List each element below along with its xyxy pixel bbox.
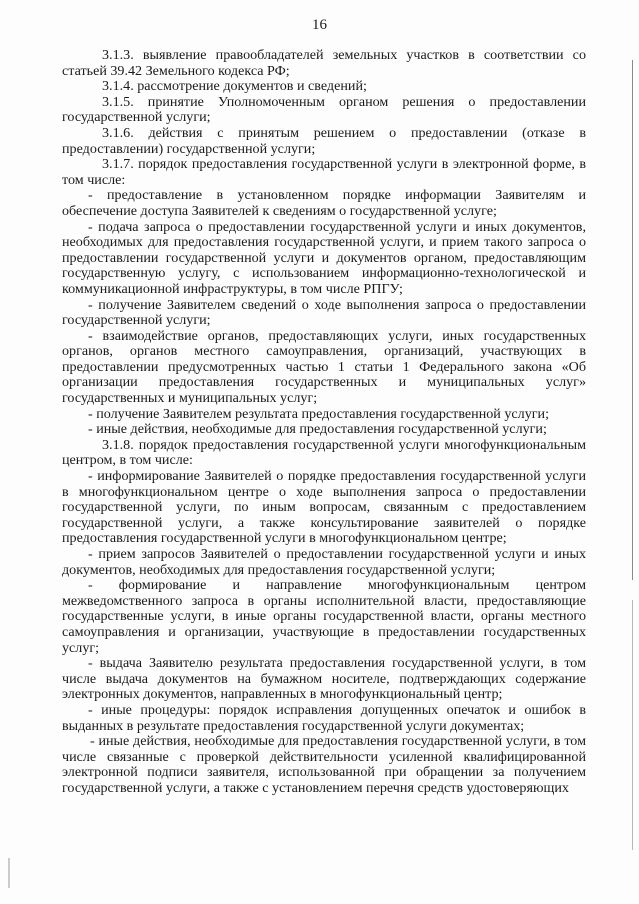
paragraph-3-1-4: 3.1.4. рассмотрение документов и сведений; — [102, 78, 367, 95]
document-body — [62, 48, 586, 797]
list-item: - подача запроса о предоставлении государственной услуги и иных документов, необходимых для предоставления государственной услуги, и прием такого запроса о предоставлении государственной услуги и документов органом, предоставляющим государственную услугу, с использованием информационно-технологической и коммуникационной инфраструктуры, в том числе РПГУ; — [62, 218, 586, 297]
scan-edge-line — [632, 600, 633, 850]
list-item: - прием запросов Заявителей о предоставлении государственной услуги и иных документов, необходимых для предоставления государственной услуги; — [62, 546, 586, 578]
list-item: - предоставление в установленном порядке информации Заявителям и обеспечение доступа Заявителей к сведениям о государственной услуге; — [62, 187, 586, 219]
list-item: - получение Заявителем результата предоставления государственной услуги; — [88, 405, 549, 422]
list-item: - иные процедуры: порядок исправления допущенных опечаток и ошибок в выданных в результате предоставления государственной услуги документах; — [62, 701, 586, 734]
paragraph-3-1-5: 3.1.5. принятие Уполномоченным органом решения о предоставлении государственной услуги; — [62, 93, 586, 126]
list-item: - иные действия, необходимые для предоставления государственной услуги, в том числе связанные с проверкой действительности усиленной квалифицированной электронной подписи заявителя, использованной при обращении за получением государственной услуги, а также с установлением перечня средств удостоверяющих — [62, 733, 586, 796]
list-item: - взаимодействие органов, предоставляющих услуги, иных государственных органов, органов местного самоуправления, организаций, участвующих в предоставлении предусмотренных частью 1 статьи 1 Федерального закона «Об организации предоставления государственных и муниципальных услуг» государственных и муниципальных услуг; — [62, 327, 586, 407]
list-item: - получение Заявителем сведений о ходе выполнения запроса о предоставлении государственной услуги; — [62, 296, 586, 329]
list-item: - формирование и направление многофункциональным центром межведомственного запроса в органы исполнительной власти, предоставляющие государственные услуги, в иные органы государственной власти, органы местного самоуправления и организации, участвующие в предоставлении государственных услуг; — [62, 577, 586, 656]
paragraph-3-1-6: 3.1.6. действия с принятым решением о предоставлении (отказе в предоставлении) государственной услуги; — [62, 124, 586, 157]
paragraph-3-1-7: 3.1.7. порядок предоставления государственной услуги в электронной форме, в том числе: — [62, 156, 586, 188]
scan-edge-dots — [8, 858, 10, 888]
list-item: - иные действия, необходимые для предоставления государственной услуги; — [88, 421, 547, 438]
list-item: - выдача Заявителю результата предоставления государственной услуги, в том числе выдача документов на бумажном носителе, подтверждающих содержание электронных документов, направленных в многофункциональный центр; — [62, 655, 586, 703]
paragraph-3-1-8: 3.1.8. порядок предоставления государственной услуги многофункциональным центром, в том числе: — [62, 436, 586, 469]
paragraph-3-1-3: 3.1.3. выявление правообладателей земельных участков в соответствии со статьей 39.42 Земельного кодекса РФ; — [62, 47, 586, 79]
page-number: 16 — [312, 17, 327, 33]
list-item: - информирование Заявителей о порядке предоставления государственной услуги в многофункциональном центре о ходе выполнения запроса о предоставлении государственной услуги, по иным вопросам, связанным с предоставлением государственной услуги, а также консультирование заявителей о порядке предоставления государственной услуги в многофункциональном центре; — [62, 468, 586, 547]
scan-edge-line — [632, 60, 633, 580]
